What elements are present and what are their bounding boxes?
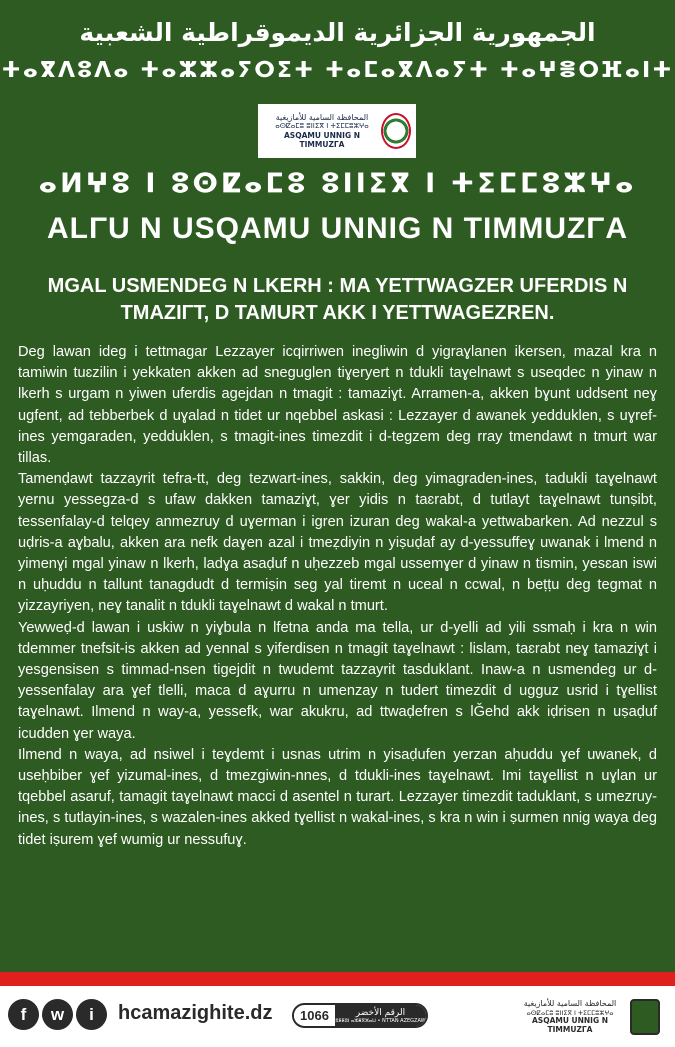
instagram-icon[interactable]: i [76,999,107,1030]
facebook-icon[interactable]: f [8,999,39,1030]
footer [0,986,675,1047]
republic-title-tifinagh: ⵜⴰⴳⴷⵓⴷⴰ ⵜⴰⵣⵣⴰⵢⵔⵉⵜ ⵜⴰⵎⴰⴳⴷⴰⵢⵜ ⵜⴰⵖⴻⵔⴼⴰⵏⵜ [1,58,674,83]
logo-name-latin: ASQAMU UNNIG N TIMMUZΓA [283,131,361,149]
republic-title-arabic: الجمهورية الجزائرية الديموقراطية الشعبية [79,18,596,47]
footer-logo [510,994,660,1040]
headline-latin: ALΓU N USQAMU UNNIG N TIMMUZΓA [46,212,628,245]
footer-seal-icon [630,999,660,1035]
body-paragraph: Tamenḍawt tazzayrit tefra-tt, deg tezwart-ines, sakkin, deg yimagraden-ines, tadukli taɣelnawt yernu yessegza-d s ufaw dakken tamaziɣt, ɣer yidis n taɛrabt, d tutlayt taɣelnawt tunṣibt, tessenfalay-d telqey anmezruy d uɣerman i igren izuran deg wakal-a yettwabarken. Ad nezzul s uḍris-a aɣbalu, akken ara nefk daɣen azal i tmeẓdiyin n yiṣuḍaf ay d-yessuffeɣ uwanak i lmend n yimenɣi mgal yinaw n lkerh, ladɣa asaḍuf n uḥezzeb mgal ussemɣer d yinaw n tismin, yesɛan iswi n uḥuddu n tallunt tanagdudt d termiṣin seg yal tiremt n uceal n ccwal, n beṭṭu deg tegmat n yizzayriyen, neɣ tanalit n tdukli taɣelnawt d wakal n tmurt. [18,471,657,615]
body-paragraph: Ilmend n waya, ad nsiwel i teɣdemt i usnas utrim n yisaḍufen yerzan aḥuddu ɣef uwanek, d useḥbiber ɣef yizumal-ines, d tmezgiwin-nnes, d tdukli-ines taɣelnawt. Imi taɣellist n uɣlan ur tqebbel asaruf, tamagit taɣelnawt macci d asentel n turart. Lezzayer timezdit taduklant, s umezruy-ines, s tutlayin-ines, s wazalen-ines akked tɣellist n wakal-ines, s kra n win i ṣurmen nnig waya deg tidet iṣurem ɣef wumig ur nessufuɣ. [18,746,657,848]
statement-title: MGAL USMENDEG N LKERH : MA YETTWAGZER UFERDIS N TMAZIΓT, D TAMURT AKK I YETTWAGEZREN. [47,275,628,324]
footer-logo-latin: ASQAMU UNNIG N TIMMUZΓA [531,1016,609,1034]
body-paragraph: Deg lawan ideg i tettmagar Lezzayer icqirriwen inegliwin d yigraɣlanen ikersen, mazal kra n tamiwin tuɛzilin i yekkaten akken ad sneguglen tiɣeryert n tdukli taɣelnawt s useqdec n yinaw n lkerh s urgam n yiwen uferdis agejdan n tmagit : tamaziɣt. Arramen-a, akken bɣunt uddsent neɣ ugfent, ad tebberbek d uɣalad n tidet ur nqebbel askasi : Lezzayer d awanek yedduklen, s uɣref-ines yemgaraden, yedduklen, s tmagit-ines timezdit i d-tegzem deg rray tmendawt n tmurt war tillas. [18,344,657,467]
social-links [8,999,107,1030]
body-paragraph: Yewweḍ-d lawan i uskiw n yiɣbula n lfetna anda ma tella, ur d-yelli ad yili ssmaḥ i kra n win tdemmer tnefsit-is akken ad yennal s yiferdisen n tmagit taɣelnawt : lislam, taɛrabt neɣ tamaziɣt i yesgensisen s timmad-nsen tigejdit n twudemt tazzayrit tasduklant. Inaw-a n usmendeg ur d-yessenfalay ara ɣef tlelli, maca d aɣurru n umenzay n tudert timezdit d ugguz usrid i tɣellist taɣelnawt. Ilmend n way-a, yessefk, war akukru, ad ttwaḍefren s lǦehd akk iḍrisen n uṣaḍuf icudden ɣer waya. [18,619,657,742]
footer-logo-tifinagh: ⴰⵙⵇⴰⵎⵓ ⵓⵏⵏⵉⴳ ⵏ ⵜⵉⵎⵎⵓⵣⵖⴰ [526,1008,614,1017]
logo-name-arabic: المحافظة السامية للأمازيغية [275,113,369,122]
green-number-badge [292,1003,428,1028]
statement-body [18,342,657,851]
footer-logo-arabic: المحافظة السامية للأمازيغية [523,999,617,1008]
green-number-label-small: ⵓⵟⵟⵓⵏ ⴰⵣⴻⴳⵣⴰⵡ • NTTAN AZEGZAW [335,1017,426,1024]
website-link[interactable]: hcamazighite.dz [118,1002,273,1024]
red-divider [0,972,675,986]
whatsapp-icon[interactable]: w [42,999,73,1030]
green-number-label-arabic: الرقم الأخضر [355,1007,406,1018]
hca-logo [258,104,416,158]
headline-tifinagh: ⴰⵍⵖⵓ ⵏ ⵓⵙⵇⴰⵎⵓ ⵓⵏⵏⵉⴳ ⵏ ⵜⵉⵎⵎⵓⵣⵖⴰ [38,168,637,199]
green-number: 1066 [294,1008,335,1023]
logo-name-tifinagh: ⴰⵙⵇⴰⵎⵓ ⵓⵏⵏⵉⴳ ⵏ ⵜⵉⵎⵎⵓⵣⵖⴰ [275,122,369,130]
logo-emblem-icon [381,113,411,149]
